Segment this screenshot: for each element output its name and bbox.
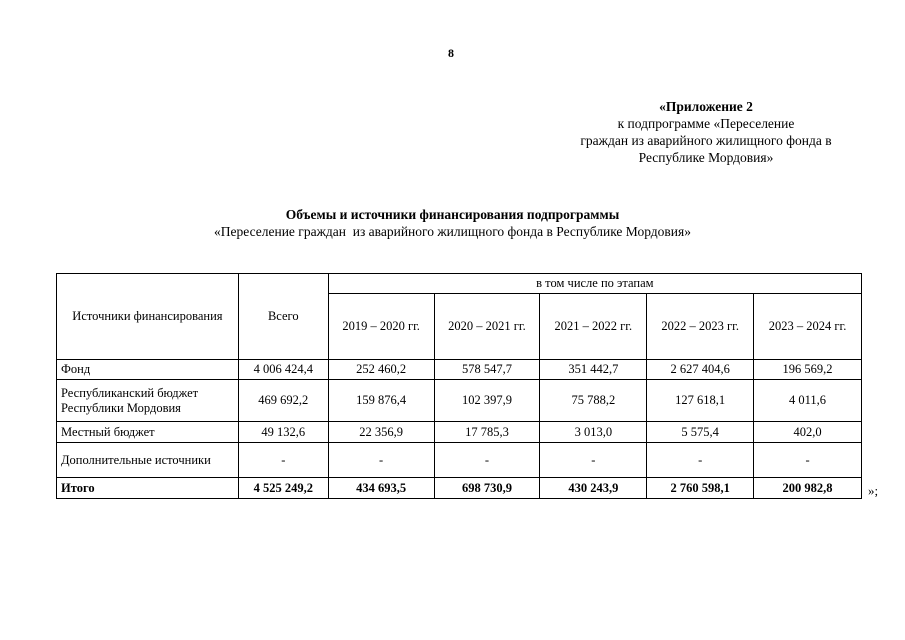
row-source: Фонд (57, 360, 239, 380)
header-stage: 2023 – 2024 гг. (754, 294, 862, 360)
cell-value: 17 785,3 (434, 422, 540, 443)
page-number: 8 (448, 46, 454, 60)
cell-value: 3 013,0 (540, 422, 647, 443)
header-stage: 2020 – 2021 гг. (434, 294, 540, 360)
row-source: Дополнительные источники (57, 443, 239, 478)
table-row-total (57, 478, 862, 499)
cell-value: - (434, 443, 540, 478)
header-source: Источники финансирования (57, 274, 239, 360)
financing-table (56, 273, 862, 499)
cell-value: 127 618,1 (647, 380, 754, 422)
cell-value: 351 442,7 (540, 360, 647, 380)
cell-value: - (328, 443, 434, 478)
cell-value: 252 460,2 (328, 360, 434, 380)
cell-value: - (754, 443, 862, 478)
cell-value: 2 760 598,1 (647, 478, 754, 499)
appendix-line-3: Республике Мордовия» (638, 150, 774, 165)
cell-value: 5 575,4 (647, 422, 754, 443)
header-stage: 2022 – 2023 гг. (647, 294, 754, 360)
header-stage: 2019 – 2020 гг. (328, 294, 434, 360)
cell-value: 698 730,9 (434, 478, 540, 499)
cell-value: 2 627 404,6 (647, 360, 754, 380)
cell-value: 75 788,2 (540, 380, 647, 422)
header-total: Всего (238, 274, 328, 360)
appendix-title: «Приложение 2 (659, 99, 753, 114)
document-heading (0, 206, 905, 240)
cell-total: - (238, 443, 328, 478)
cell-value: 196 569,2 (754, 360, 862, 380)
cell-value: - (540, 443, 647, 478)
header-stage: 2021 – 2022 гг. (540, 294, 647, 360)
cell-total: 469 692,2 (238, 380, 328, 422)
table-row (57, 422, 862, 443)
closing-mark: »; (868, 483, 879, 498)
cell-value: 102 397,9 (434, 380, 540, 422)
cell-value: 434 693,5 (328, 478, 434, 499)
table-row (57, 380, 862, 422)
cell-value: 4 011,6 (754, 380, 862, 422)
cell-total: 4 525 249,2 (238, 478, 328, 499)
row-source: Республиканский бюджет Республики Мордовия (57, 380, 239, 422)
cell-value: - (647, 443, 754, 478)
cell-value: 200 982,8 (754, 478, 862, 499)
cell-value: 22 356,9 (328, 422, 434, 443)
appendix-line-2: граждан из аварийного жилищного фонда в (580, 133, 832, 148)
row-source: Местный бюджет (57, 422, 239, 443)
appendix-header (556, 98, 856, 166)
cell-value: 159 876,4 (328, 380, 434, 422)
row-source: Итого (57, 478, 239, 499)
table-row (57, 360, 862, 380)
appendix-line-1: к подпрограмме «Переселение (617, 116, 795, 131)
heading-title: Объемы и источники финансирования подпрограммы (285, 207, 620, 222)
cell-value: 430 243,9 (540, 478, 647, 499)
cell-value: 578 547,7 (434, 360, 540, 380)
cell-total: 4 006 424,4 (238, 360, 328, 380)
cell-value: 402,0 (754, 422, 862, 443)
table-row (57, 443, 862, 478)
header-stages: в том числе по этапам (328, 274, 861, 294)
heading-subtitle: «Переселение граждан из аварийного жилищного фонда в Республике Мордовия» (214, 224, 691, 239)
cell-total: 49 132,6 (238, 422, 328, 443)
